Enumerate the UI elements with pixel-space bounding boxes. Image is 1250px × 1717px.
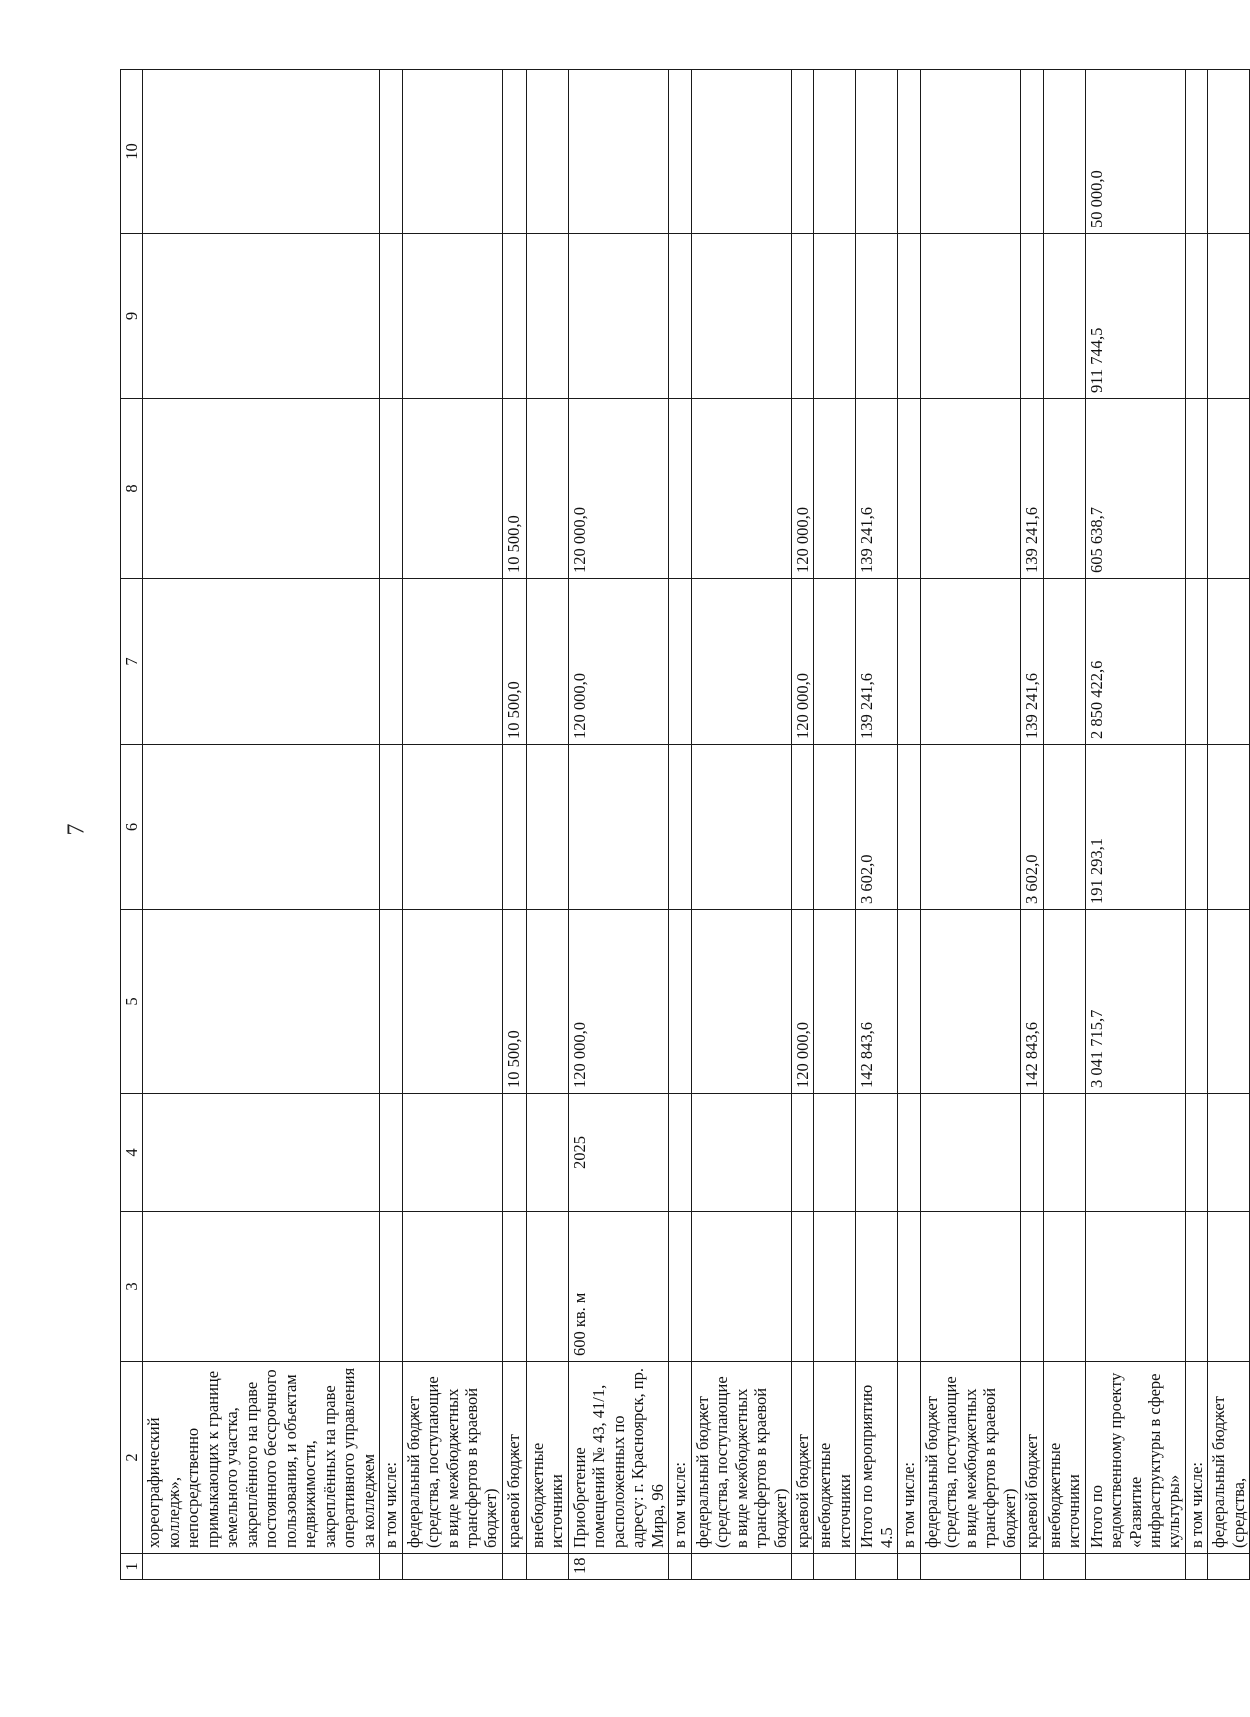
table-cell [1043,1212,1085,1362]
table-cell [856,1094,898,1212]
table-cell [380,579,402,745]
table-cell [1185,399,1207,579]
table-cell [1085,1212,1185,1362]
table-cell: Приобретение помещений № 43, 41/1, расположенных по адресу: г. Красноярск, пр. Мира, 96 [568,1362,668,1554]
table-cell: Итого по мероприятию 4.5 [856,1362,898,1554]
table-cell: 2 850 422,6 [1085,579,1185,745]
column-header: 5 [121,910,143,1094]
table-cell [1021,1212,1043,1362]
table-cell: внебюджетные источники [1043,1362,1085,1554]
table-cell [380,234,402,399]
table-cell [1208,234,1250,399]
table-cell [380,1212,402,1362]
table-cell [143,745,380,910]
table-row [792,70,814,1580]
table-cell: в том числе: [669,1362,691,1554]
table-cell: 600 кв. м [568,1212,668,1362]
table-cell [402,1212,502,1362]
table-cell [143,579,380,745]
table-row [1185,70,1207,1580]
table-cell: 10 500,0 [502,910,526,1094]
table-cell [669,745,691,910]
table-cell [402,579,502,745]
table-cell [402,70,502,234]
table-cell [792,1212,814,1362]
table-cell [526,910,568,1094]
table-cell [691,745,791,910]
table-cell: 911 744,5 [1085,234,1185,399]
table-cell [402,399,502,579]
table-cell [143,1554,380,1580]
table-row [1021,70,1043,1580]
table-cell [1185,579,1207,745]
table-cell [143,70,380,234]
table-cell: 142 843,6 [1021,910,1043,1094]
table-cell: 139 241,6 [856,579,898,745]
table-cell [1021,1094,1043,1212]
table-cell [1085,1094,1185,1212]
table-cell [898,399,920,579]
table-cell [402,910,502,1094]
table-cell [898,234,920,399]
table-cell [1185,234,1207,399]
table-row [402,70,502,1580]
table-cell [792,1094,814,1212]
table-cell: 10 500,0 [502,579,526,745]
column-header: 10 [121,70,143,234]
table-cell [814,1212,856,1362]
table-cell [1043,910,1085,1094]
table-cell: краевой бюджет [792,1362,814,1554]
table-cell [898,1094,920,1212]
table-cell [380,70,402,234]
table-cell [143,399,380,579]
table-cell: Итого по ведомственному проекту «Развитие инфраструктуры в сфере культуры» [1085,1362,1185,1554]
table-cell [1208,399,1250,579]
table-cell [814,399,856,579]
table-cell [669,1094,691,1212]
table-cell: федеральный бюджет (средства, [1208,1362,1250,1554]
table-cell [1208,70,1250,234]
table-cell: федеральный бюджет (средства, поступающие в виде межбюджетных трансфертов в краевой бюджет) [402,1362,502,1554]
table-cell [402,1094,502,1212]
table-header-row [121,70,143,1580]
table-cell [691,70,791,234]
table-cell [402,745,502,910]
table-row [669,70,691,1580]
table-row [568,70,668,1580]
table-cell [691,1094,791,1212]
table-cell [898,579,920,745]
table-cell [380,1554,402,1580]
table-cell: 50 000,0 [1085,70,1185,234]
table-cell [143,1094,380,1212]
table-cell [691,234,791,399]
table-cell [143,234,380,399]
table-cell [691,910,791,1094]
table-cell [502,1554,526,1580]
table-row [920,70,1020,1580]
table-cell: 139 241,6 [1021,399,1043,579]
table-cell [568,70,668,234]
table-cell [691,1212,791,1362]
table-cell [814,745,856,910]
table-cell: 120 000,0 [568,399,668,579]
table-cell: в том числе: [1185,1362,1207,1554]
table-cell: 142 843,6 [856,910,898,1094]
table-row [691,70,791,1580]
table-row [1043,70,1085,1580]
rotated-table-container [120,70,1248,1580]
table-cell [1185,1094,1207,1212]
table-cell: 139 241,6 [1021,579,1043,745]
table-cell [691,1554,791,1580]
table-cell: 120 000,0 [792,399,814,579]
table-row [380,70,402,1580]
table-cell [669,70,691,234]
table-cell [1208,1094,1250,1212]
table-cell [143,1212,380,1362]
table-cell [1043,399,1085,579]
table-cell [669,399,691,579]
table-cell: 120 000,0 [792,579,814,745]
table-cell: в том числе: [898,1362,920,1554]
table-cell: 3 602,0 [1021,745,1043,910]
table-cell [1043,234,1085,399]
table-cell: 120 000,0 [568,579,668,745]
table-cell [920,399,1020,579]
table-cell [814,234,856,399]
table-row [814,70,856,1580]
table-cell: внебюджетные источники [814,1362,856,1554]
table-cell: 3 602,0 [856,745,898,910]
table-cell [502,1094,526,1212]
column-header: 1 [121,1554,143,1580]
table-cell [526,1212,568,1362]
table-cell [814,579,856,745]
table-cell [1043,70,1085,234]
table-cell [898,70,920,234]
table-cell [526,399,568,579]
table-cell [920,910,1020,1094]
table-cell [380,1094,402,1212]
table-cell [669,1212,691,1362]
table-cell [1208,910,1250,1094]
table-cell [526,1094,568,1212]
table-cell [568,234,668,399]
table-cell [920,579,1020,745]
table-cell [691,579,791,745]
table-cell [669,1554,691,1580]
page-number: 7 [63,823,90,836]
table-cell [1021,1554,1043,1580]
table-cell [568,745,668,910]
table-cell [1208,1212,1250,1362]
table-cell [856,1554,898,1580]
table-cell [898,1554,920,1580]
table-cell [380,745,402,910]
table-cell [669,910,691,1094]
table-row [526,70,568,1580]
table-cell [502,70,526,234]
table-row [502,70,526,1580]
column-header: 6 [121,745,143,910]
table-cell [898,1212,920,1362]
table-cell [526,745,568,910]
table-row [856,70,898,1580]
table-cell [1185,1212,1207,1362]
table-row [1085,70,1185,1580]
table-cell [920,1212,1020,1362]
table-cell: краевой бюджет [1021,1362,1043,1554]
table-cell [1208,745,1250,910]
table-row [143,70,380,1580]
table-cell [402,234,502,399]
table-cell: федеральный бюджет (средства, поступающие в виде межбюджетных трансфертов в краевой бюджет) [691,1362,791,1554]
table-cell: 605 638,7 [1085,399,1185,579]
table-cell [502,745,526,910]
column-header: 9 [121,234,143,399]
table-cell: внебюджетные источники [526,1362,568,1554]
table-cell [1043,745,1085,910]
table-cell [1208,579,1250,745]
table-cell [1185,745,1207,910]
table-cell: федеральный бюджет (средства, поступающие в виде межбюджетных трансфертов в краевой бюджет) [920,1362,1020,1554]
table-cell [856,70,898,234]
table-cell [1043,579,1085,745]
table-cell [526,70,568,234]
table-cell: 139 241,6 [856,399,898,579]
table-cell [856,234,898,399]
column-header: 7 [121,579,143,745]
table-cell [143,910,380,1094]
table-cell [1021,234,1043,399]
table-cell: хореографический колледж», непосредственно примыкающих к границе земельного участка, закреплённого на праве постоянного бессрочного пользования, и объектам недвижимости, закреплённых на праве оперативного управления за колледжем [143,1362,380,1554]
table-cell [920,70,1020,234]
table-cell [669,579,691,745]
table-cell [856,1212,898,1362]
table-row [1208,70,1250,1580]
column-header: 4 [121,1094,143,1212]
column-header: 2 [121,1362,143,1554]
table-cell [526,579,568,745]
column-header: 8 [121,399,143,579]
table-cell [920,1554,1020,1580]
table-cell [1043,1554,1085,1580]
table-cell: краевой бюджет [502,1362,526,1554]
table-cell [526,234,568,399]
table-cell: 18 [568,1554,668,1580]
table-cell: 2025 [568,1094,668,1212]
table-cell: 191 293,1 [1085,745,1185,910]
column-header: 3 [121,1212,143,1362]
table-cell [1085,1554,1185,1580]
table-cell [1185,1554,1207,1580]
table-cell [1185,70,1207,234]
table-cell [502,234,526,399]
table-cell [814,70,856,234]
table-cell [526,1554,568,1580]
table-cell [380,399,402,579]
table-cell: 120 000,0 [792,910,814,1094]
table-cell: 120 000,0 [568,910,668,1094]
table-cell [920,234,1020,399]
table-cell [792,745,814,910]
table-cell [1021,70,1043,234]
table-cell [502,1212,526,1362]
table-cell [1185,910,1207,1094]
budget-table [120,69,1250,1580]
table-cell [669,234,691,399]
table-cell [792,1554,814,1580]
table-cell [792,70,814,234]
table-cell [380,910,402,1094]
table-cell [898,910,920,1094]
table-cell: 10 500,0 [502,399,526,579]
table-cell [402,1554,502,1580]
table-cell [792,234,814,399]
table-cell [691,399,791,579]
table-row [898,70,920,1580]
table-cell [814,1094,856,1212]
table-cell [814,910,856,1094]
table-cell [920,745,1020,910]
table-cell [898,745,920,910]
table-cell [920,1094,1020,1212]
table-cell [1043,1094,1085,1212]
table-cell [814,1554,856,1580]
table-cell [1208,1554,1250,1580]
table-cell: в том числе: [380,1362,402,1554]
table-cell: 3 041 715,7 [1085,910,1185,1094]
